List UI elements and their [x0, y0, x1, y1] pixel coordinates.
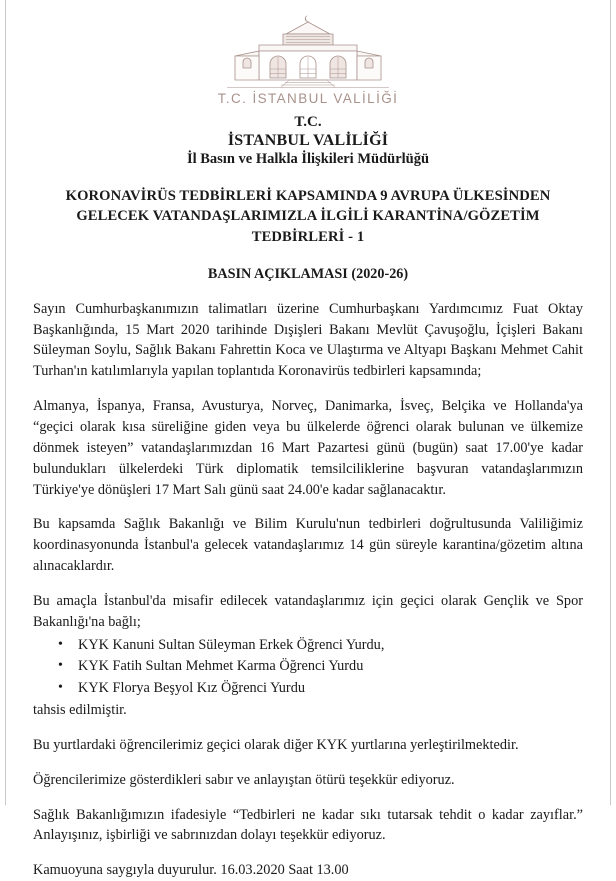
- page-title-line-3: TEDBİRLERİ - 1: [251, 228, 365, 245]
- letterhead-logo-block: [0, 0, 616, 106]
- letterhead: [0, 113, 616, 169]
- paragraph-quarantine: Bu kapsamda Sağlık Bakanlığı ve Bilim Kurulu'nun tedbirleri doğrultusunda Valiliğimiz koordinasyonunda İstanbul'a gelecek vatandaşlarımız 14 gün süreyle karantina/gözetim altına alınacaklardır.: [33, 516, 583, 575]
- letterhead-department: İl Basın ve Halkla İlişkileri Müdürlüğü: [186, 150, 430, 167]
- list-item: • KYK Fatih Sultan Mehmet Karma Öğrenci Yurdu: [33, 656, 583, 677]
- paragraph-countries-return: Almanya, İspanya, Fransa, Avusturya, Norveç, Danimarka, İsveç, Belçika ve Hollanda'ya “geçici olarak kısa süreliğine giden veya bu ülkelerde öğrenci olarak bulunan ve ülkemize dönmek isteyen” vatandaşlarımızdan 16 Mart Pazartesi günü (bugün) saat 17.00'ye kadar bulundukları ülkelerdeki Türk diplomatik temsilciliklerine başvuran vatandaşlarımızın Türkiye'ye dönüşleri 17 Mart Salı günü saat 24.00'e kadar sağlanacaktır.: [33, 398, 583, 498]
- dormitory-list: [33, 635, 583, 699]
- paragraph-students-relocation: Bu yurtlardaki öğrencilerimiz geçici olarak diğer KYK yurtlarına yerleştirilmektedir.: [33, 736, 519, 753]
- letterhead-republic: T.C.: [294, 114, 322, 130]
- document-body: [33, 283, 583, 881]
- paragraph-thanks-students: Öğrencilerimize gösterdikleri sabır ve anlayıştan ötürü teşekkür ediyoruz.: [33, 771, 455, 788]
- page-title: [30, 186, 586, 248]
- paragraph-announcement-datetime: Kamuoyuna saygıyla duyurulur. 16.03.2020 Saat 13.00: [33, 862, 349, 879]
- list-item: • KYK Kanuni Sultan Süleyman Erkek Öğrenci Yurdu,: [33, 635, 583, 656]
- page-title-line-2: GELECEK VATANDAŞLARIMIZLA İLGİLİ KARANTİNA/GÖZETİM: [76, 208, 540, 225]
- list-item: • KYK Florya Beşyol Kız Öğrenci Yurdu: [33, 678, 583, 699]
- page-title-line-1: KORONAVİRÜS TEDBİRLERİ KAPSAMINDA 9 AVRUPA ÜLKESİNDEN: [65, 187, 551, 204]
- letterhead-organization: İSTANBUL VALİLİĞİ: [227, 132, 389, 150]
- paragraph-allocated: tahsis edilmiştir.: [33, 702, 127, 718]
- logo-caption: T.C. İSTANBUL VALİLİĞİ: [217, 91, 399, 106]
- paragraph-dorm-intro: Bu amaçla İstanbul'da misafir edilecek vatandaşlarımız için geçici olarak Gençlik ve Spor Bakanlığı'na bağlı;: [33, 592, 583, 630]
- paragraph-meeting: Sayın Cumhurbaşkanımızın talimatları üzerine Cumhurbaşkanı Yardımcımız Fuat Oktay Başkanlığında, 15 Mart 2020 tarihinde Dışişleri Bakanı Mevlüt Çavuşoğlu, İçişleri Bakanı Süleyman Soylu, Sağlık Bakanı Fahrettin Koca ve Ulaştırma ve Altyapı Başkanı Mehmet Cahit Turhan'ın katılımlarıyla yapılan toplantıda Koronavirüs tedbirleri kapsamında;: [33, 300, 583, 380]
- paragraph-health-ministry-quote: Sağlık Bakanlığımızın ifadesiyle “Tedbirleri ne kadar sıkı tutarsak tehdit o kadar zayıflar.” Anlayışınız, işbirliği ve sabrınızdan dolayı teşekkür ediyoruz.: [33, 806, 583, 844]
- press-release-subtitle: BASIN AÇIKLAMASI (2020-26): [207, 265, 409, 282]
- istanbul-governorship-building-logo: [223, 12, 393, 90]
